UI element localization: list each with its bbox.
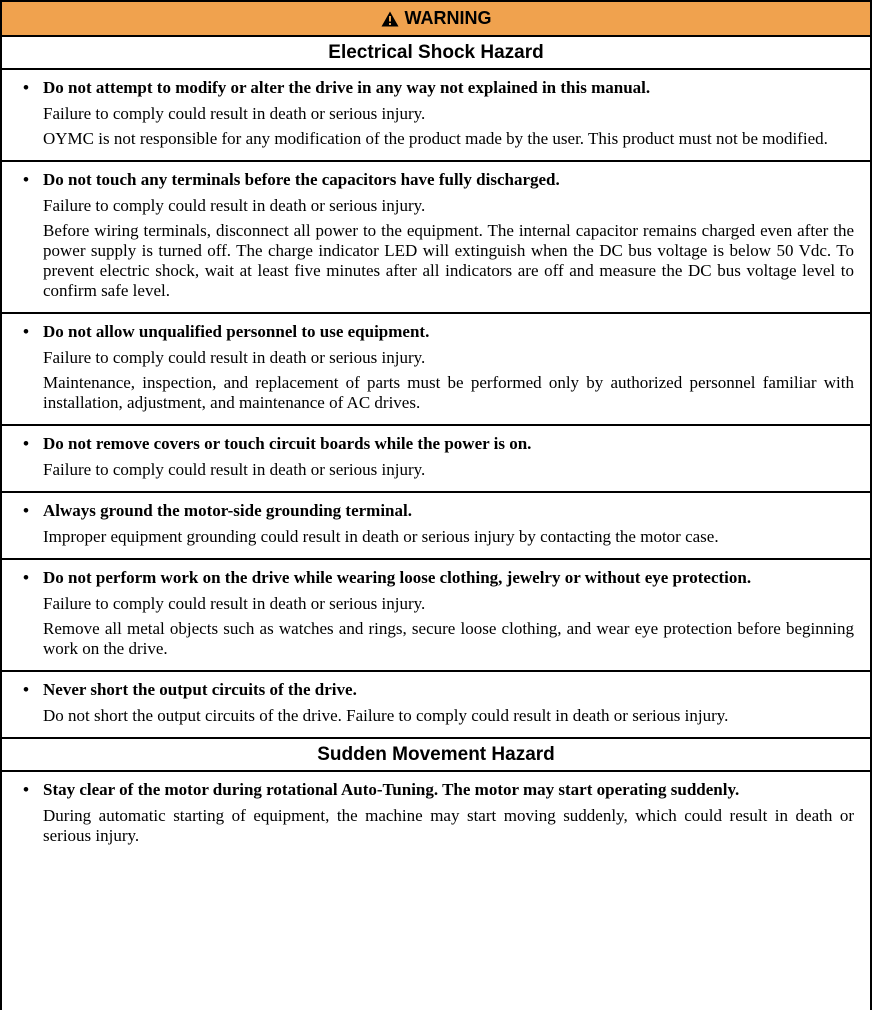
item-paragraph: During automatic starting of equipment, the machine may start moving suddenly, which could result in death or serious injury. (43, 806, 854, 845)
warning-header (2, 2, 870, 37)
item-title: Stay clear of the motor during rotational Auto-Tuning. The motor may start operating suddenly. (43, 780, 740, 799)
warning-item (2, 162, 870, 314)
item-title: Do not touch any terminals before the capacitors have fully discharged. (43, 170, 560, 189)
item-paragraph: OYMC is not responsible for any modification of the product made by the user. This product must not be modified. (43, 129, 828, 148)
item-paragraph: Failure to comply could result in death or serious injury. (43, 460, 426, 479)
bullet: • (23, 78, 29, 97)
warning-item (2, 493, 870, 560)
hazard-title-electrical: Electrical Shock Hazard (2, 37, 870, 70)
item-paragraph: Failure to comply could result in death or serious injury. (43, 594, 426, 613)
item-title: Always ground the motor-side grounding terminal. (43, 501, 412, 520)
item-paragraph: Improper equipment grounding could result in death or serious injury by contacting the motor case. (43, 527, 719, 546)
warning-item (2, 772, 870, 857)
item-paragraph: Maintenance, inspection, and replacement of parts must be performed only by authorized personnel familiar with installation, adjustment, and maintenance of AC drives. (43, 373, 854, 412)
bullet: • (23, 322, 29, 341)
bullet: • (23, 170, 29, 189)
warning-item (2, 426, 870, 493)
item-title: Do not attempt to modify or alter the drive in any way not explained in this manual. (43, 78, 651, 97)
item-paragraph: Failure to comply could result in death or serious injury. (43, 196, 426, 215)
item-paragraph: Do not short the output circuits of the drive. Failure to comply could result in death or serious injury. (43, 706, 729, 725)
warning-item (2, 314, 870, 426)
warning-item (2, 560, 870, 672)
bullet: • (23, 780, 29, 799)
warning-triangle-icon (381, 11, 399, 27)
item-title: Do not perform work on the drive while wearing loose clothing, jewelry or without eye protection. (43, 568, 752, 587)
warning-item (2, 672, 870, 739)
item-paragraph: Before wiring terminals, disconnect all power to the equipment. The internal capacitor remains charged even after the power supply is turned off. The charge indicator LED will extinguish when the DC bus voltage is below 50 Vdc. To prevent electric shock, wait at least five minutes after all indicators are off and measure the DC bus voltage level to confirm safe level. (43, 221, 854, 300)
bullet: • (23, 680, 29, 699)
bullet: • (23, 434, 29, 453)
hazard-title-sudden-movement: Sudden Movement Hazard (2, 739, 870, 772)
item-paragraph: Remove all metal objects such as watches and rings, secure loose clothing, and wear eye protection before beginning work on the drive. (43, 619, 854, 658)
item-title: Never short the output circuits of the drive. (43, 680, 357, 699)
item-title: Do not remove covers or touch circuit boards while the power is on. (43, 434, 532, 453)
bullet: • (23, 568, 29, 587)
bullet: • (23, 501, 29, 520)
item-paragraph: Failure to comply could result in death or serious injury. (43, 104, 426, 123)
warning-item (2, 70, 870, 162)
item-title: Do not allow unqualified personnel to use equipment. (43, 322, 430, 341)
warning-label: WARNING (404, 8, 492, 28)
item-paragraph: Failure to comply could result in death or serious injury. (43, 348, 426, 367)
